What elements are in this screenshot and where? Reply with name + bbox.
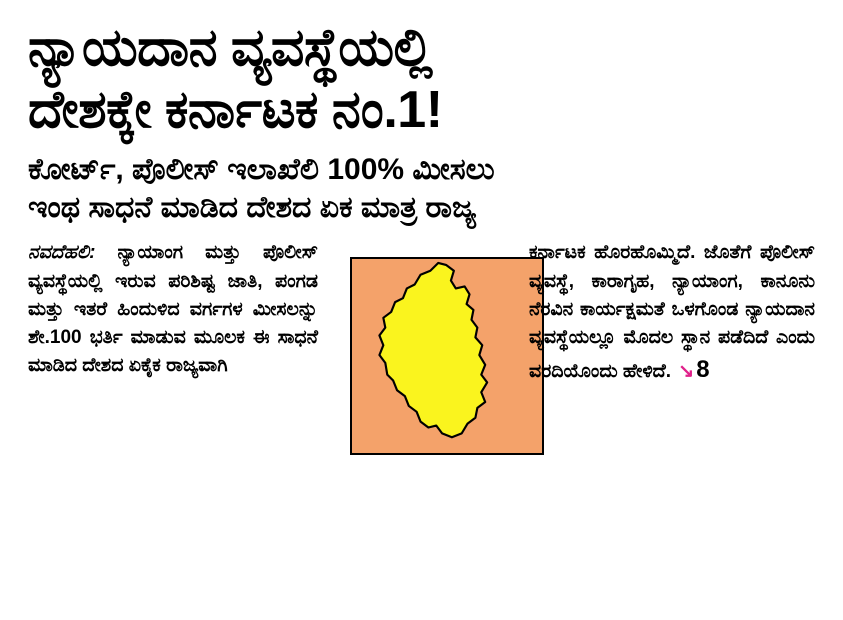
karnataka-map-graphic: [350, 257, 544, 455]
page-title: [28, 18, 815, 78]
arrow-down-right-icon: ↘: [678, 360, 695, 382]
map-icon: [352, 259, 542, 453]
body-column-left: [28, 239, 318, 380]
subheadline: [28, 151, 815, 228]
dateline: ನವದೆಹಲಿ:: [28, 242, 96, 264]
subheadline-line-1: ಕೋರ್ಟ್, ಪೊಲೀಸ್ ಇಲಾಖೆಲಿ 100% ಮೀಸಲು: [28, 152, 495, 186]
body-column-right: [529, 239, 815, 387]
article-body: [28, 239, 815, 489]
body-text-right: ಕರ್ನಾಟಕ ಹೊರಹೊಮ್ಮಿದೆ. ಜೊತೆಗೆ ಪೊಲೀಸ್ ವ್ಯವಸ್ಥೆ, ಕಾರಾಗೃಹ, ನ್ಯಾಯಾಂಗ, ಕಾನೂನು ನೆರವಿನ ಕಾರ್ಯಕ್ಷಮತೆ ಒಳಗೊಂಡ ನ್ಯಾಯದಾನ ವ್ಯವಸ್ಥೆಯಲ್ಲೂ ಮೊದಲ ಸ್ಥಾನ ಪಡೆದಿದೆ ಎಂದು ವರದಿಯೊಂದು ಹೇಳಿದೆ.: [529, 242, 815, 382]
continued-on-page: [676, 352, 709, 388]
body-text-left: ನ್ಯಾಯಾಂಗ ಮತ್ತು ಪೊಲೀಸ್ ವ್ಯವಸ್ಥೆಯಲ್ಲಿ ಇರುವ ಪರಿಶಿಷ್ಟ ಜಾತಿ, ಪಂಗಡ ಮತ್ತು ಇತರೆ ಹಿಂದುಳಿದ ವರ್ಗಗಳ ಮೀಸಲನ್ನು ಶೇ.100 ಭರ್ತಿ ಮಾಡುವ ಮೂಲಕ ಈ ಸಾಧನೆ ಮಾಡಿದ ದೇಶದ ಏಕೈಕ ರಾಜ್ಯವಾಗಿ: [28, 242, 318, 376]
jump-page-number: 8: [696, 355, 710, 383]
headline-line-2: ದೇಶಕ್ಕೇ ಕರ್ನಾಟಕ ನಂ.1!: [28, 81, 443, 140]
headline-line-1: ನ್ಯಾಯದಾನ ವ್ಯವಸ್ಥೆಯಲ್ಲಿ: [28, 19, 433, 77]
subheadline-line-2: ಇಂಥ ಸಾಧನೆ ಮಾಡಿದ ದೇಶದ ಏಕ ಮಾತ್ರ ರಾಜ್ಯ: [28, 191, 477, 225]
page-title-line-2: [28, 80, 815, 140]
